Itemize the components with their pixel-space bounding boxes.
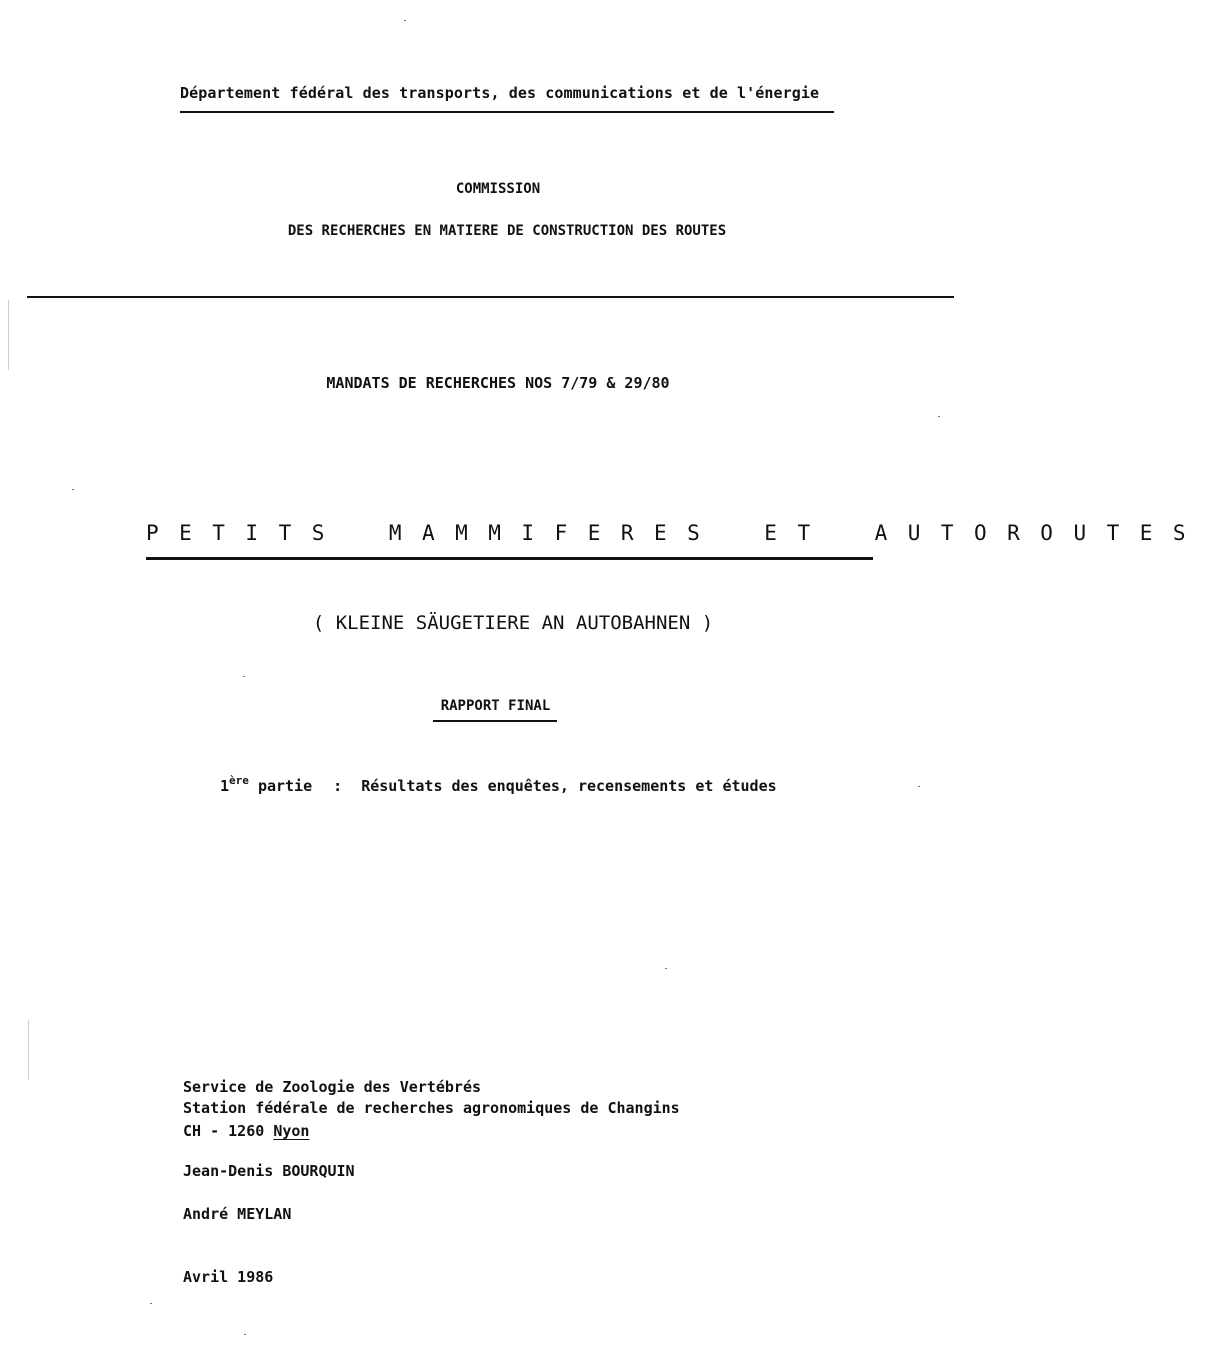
report-type-underline [433,720,557,722]
report-title [146,521,1206,545]
institution-address [183,1122,783,1140]
scan-speck [150,1303,152,1304]
postal-code: CH - 1260 [183,1122,265,1140]
commission-heading: COMMISSION [455,181,541,197]
research-mandates: MANDATS DE RECHERCHES NOS 7/79 & 29/80 [326,374,670,392]
report-title-word: ET [764,521,831,545]
institution-station: Station fédérale de recherches agronomiques de Changins [183,1099,680,1117]
report-title-text [146,521,1206,545]
author-2: André MEYLAN [183,1205,292,1223]
part-word: partie [257,777,313,795]
scan-speck [243,676,245,677]
part-description: Résultats des enquêtes, recensements et études [361,777,777,795]
report-subtitle: ( KLEINE SÄUGETIERE AN AUTOBAHNEN ) [312,612,714,634]
report-title-word: AUTOROUTES [874,521,1206,545]
scan-speck [918,786,920,787]
commission-subheading: DES RECHERCHES EN MATIERE DE CONSTRUCTION DES ROUTES [287,223,727,239]
scan-edge-mark [28,1020,29,1080]
department-underline [180,111,834,113]
scan-speck [938,416,940,417]
part-number: 1 [220,777,230,795]
scan-edge-mark [8,300,9,370]
part-separator: : [333,777,343,795]
institution-service: Service de Zoologie des Vertébrés [183,1078,482,1096]
title-underline [146,557,873,560]
city-name: Nyon [273,1122,310,1140]
department-heading: Département fédéral des transports, des communications et de l'énergie [180,84,820,102]
scan-speck [665,968,667,969]
section-divider [27,296,954,298]
scan-speck [72,489,74,490]
report-title-word: PETITS [146,521,345,545]
author-1: Jean-Denis BOURQUIN [183,1162,355,1180]
report-date: Avril 1986 [183,1268,274,1286]
scan-speck [244,1334,246,1335]
report-type: RAPPORT FINAL [440,698,551,714]
scan-speck [404,20,406,21]
part-number-suffix: ère [229,774,249,787]
report-title-word: MAMMIFERES [388,521,721,545]
part-line [220,774,820,795]
